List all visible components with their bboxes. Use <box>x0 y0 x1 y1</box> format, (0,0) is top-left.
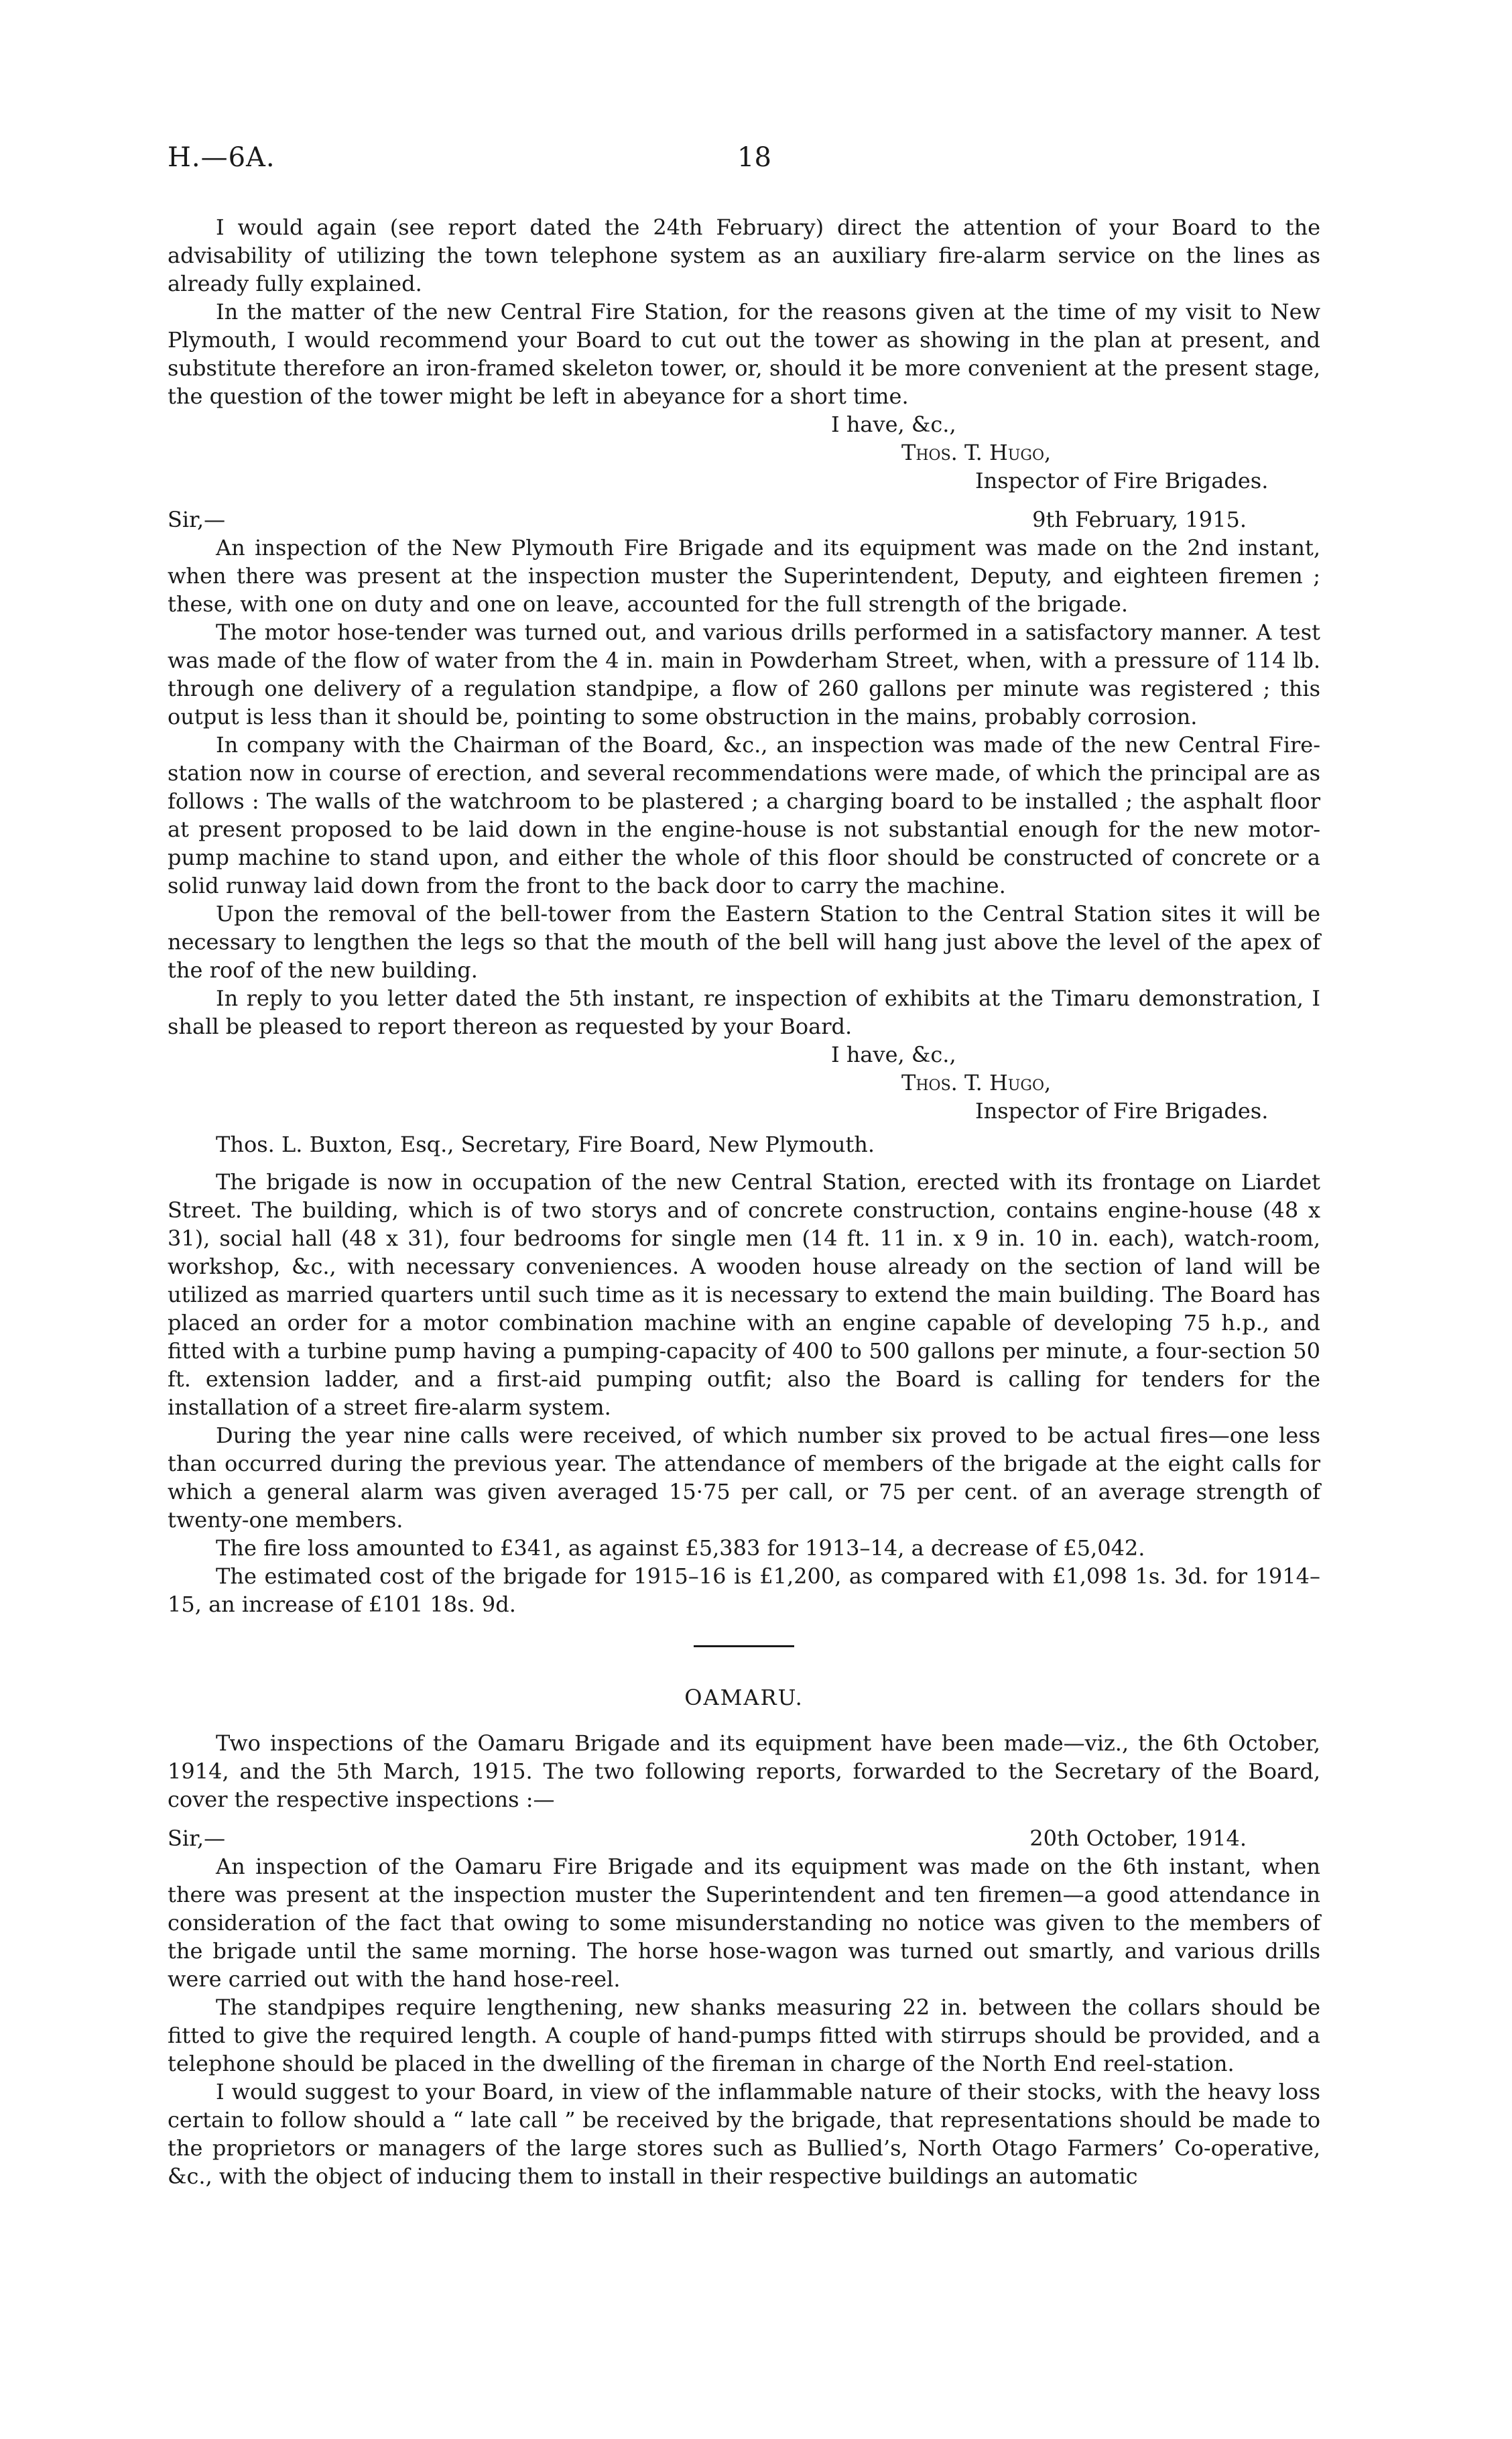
addressee: Thos. L. Buxton, Esq., Secretary, Fire Board, New Plymouth. <box>216 1132 875 1157</box>
summary-paragraph: The brigade is now in occupation of the new Central Station, erected with its frontage on Liardet Street. The building, which is of two storys and of concrete construction, contains engine-house (48 x 31), social hall (48 x 31), four bedrooms for single men (14 ft. 11 in. x 9 in. 10 in. each), watch-room, workshop, &c., with necessary conveniences. A wooden house already on the section of land will be utilized as married quarters until such time as it is necessary to extend the main building. The Board has placed an order for a motor combination machine with an engine capable of developing 75 h.p., and fitted with a turbine pump having a pumping-capacity of 400 to 500 gallons per minute, a four-section 50 ft. extension ladder, and a first-aid pumping outfit; also the Board is calling for tenders for the installation of a street fire-alarm system. <box>168 1169 1320 1420</box>
letter-paragraph: Upon the removal of the bell-tower from the Eastern Station to the Central Station sites it will be necessary to lengthen the legs so that the mouth of the bell will hang just above the level of the apex of the roof of the new building. <box>168 901 1320 983</box>
summary-paragraph: The estimated cost of the brigade for 1915–16 is £1,200, as compared with £1,098 1s. 3d. for 1914–15, an increase of £101 18s. 9d. <box>168 1563 1320 1617</box>
intro-paragraph-1: I would again (see report dated the 24th February) direct the attention of your Board to the advisability of utilizing the town telephone system as an auxiliary fire-alarm service on the lines as already fully explained. <box>168 215 1320 296</box>
letter-date: 9th February, 1915. <box>1032 507 1247 532</box>
page-number: 18 <box>737 142 771 173</box>
page-header <box>168 142 1320 182</box>
summary-paragraph: The fire loss amounted to £341, as against £5,383 for 1913–14, a decrease of £5,042. <box>216 1535 1145 1561</box>
section-heading: OAMARU. <box>684 1685 804 1710</box>
section-intro: Two inspections of the Oamaru Brigade and its equipment have been made—viz., the 6th October, 1914, and the 5th March, 1915. The two following reports, forwarded to the Secretary of the Board, cover the respective inspections :— <box>168 1730 1320 1812</box>
letter-paragraph: The motor hose-tender was turned out, and various drills performed in a satisfactory manner. A test was made of the flow of water from the 4 in. main in Powderham Street, when, with a pressure of 114 lb. through one delivery of a regulation standpipe, a flow of 260 gallons per minute was registered ; this output is less than it should be, pointing to some obstruction in the mains, probably corrosion. <box>168 619 1320 729</box>
letter-paragraph: An inspection of the New Plymouth Fire Brigade and its equipment was made on the 2nd instant, when there was present at the inspection muster the Superintendent, Deputy, and eighteen firemen ; these, with one on duty and one on leave, accounted for the full strength of the brigade. <box>168 535 1320 617</box>
signoff-have: I have, &c., <box>831 1042 956 1067</box>
signoff-title: Inspector of Fire Brigades. <box>975 468 1269 493</box>
signoff-name: Thos. T. Hugo, <box>901 440 1052 465</box>
document-reference: H.—6A. <box>168 142 275 173</box>
section-divider <box>694 1645 794 1647</box>
signoff-title: Inspector of Fire Brigades. <box>975 1098 1269 1124</box>
letter-date: 20th October, 1914. <box>1029 1826 1247 1851</box>
letter-salutation-row <box>168 1824 1320 1852</box>
summary-paragraph: During the year nine calls were received, of which number six proved to be actual fires—one less than occurred during the previous year. The attendance of members of the brigade at the eight calls for which a general alarm was given averaged 15·75 per call, or 75 per cent. of an average strength of twenty-one members. <box>168 1423 1320 1533</box>
letter-paragraph: I would suggest to your Board, in view of the inflammable nature of their stocks, with the heavy loss certain to follow should a “ late call ” be received by the brigade, that representations should be made to the proprietors or managers of the large stores such as Bullied’s, North Otago Farmers’ Co-operative, &c., with the object of inducing them to install in their respective buildings an automatic <box>168 2079 1320 2189</box>
letter-paragraph: An inspection of the Oamaru Fire Brigade and its equipment was made on the 6th instant, when there was present at the inspection muster the Superintendent and ten firemen—a good attendance in consideration of the fact that owing to some misunderstanding no notice was given to the members of the brigade until the same morning. The horse hose-wagon was turned out smartly, and various drills were carried out with the hand hose-reel. <box>168 1854 1320 1992</box>
letter-paragraph: In reply to you letter dated the 5th instant, re inspection of exhibits at the Timaru demonstration, I shall be pleased to report thereon as requested by your Board. <box>168 986 1320 1039</box>
page-body <box>168 213 1320 2190</box>
salutation: Sir,— <box>168 507 226 532</box>
letter-paragraph: In company with the Chairman of the Board, &c., an inspection was made of the new Central Fire-station now in course of erection, and several recommendations were made, of which the principal are as follows : The walls of the watchroom to be plastered ; a charging board to be installed ; the asphalt floor at present proposed to be laid down in the engine-house is not substantial enough for the new motor-pump machine to stand upon, and either the whole of this floor should be constructed of concrete or a solid runway laid down from the front to the back door to carry the machine. <box>168 732 1320 898</box>
letter-salutation-row <box>168 505 1320 534</box>
intro-paragraph-2: In the matter of the new Central Fire Station, for the reasons given at the time of my visit to New Plymouth, I would recommend your Board to cut out the tower as showing in the plan at present, and substitute therefore an iron-framed skeleton tower, or, should it be more convenient at the present stage, the question of the tower might be left in abeyance for a short time. <box>168 299 1320 409</box>
letter-paragraph: The standpipes require lengthening, new shanks measuring 22 in. between the collars should be fitted to give the required length. A couple of hand-pumps fitted with stirrups should be provided, and a telephone should be placed in the dwelling of the fireman in charge of the North End reel-station. <box>168 1995 1320 2076</box>
signoff-name: Thos. T. Hugo, <box>901 1070 1052 1095</box>
salutation: Sir,— <box>168 1826 226 1851</box>
signoff-have: I have, &c., <box>831 412 956 437</box>
